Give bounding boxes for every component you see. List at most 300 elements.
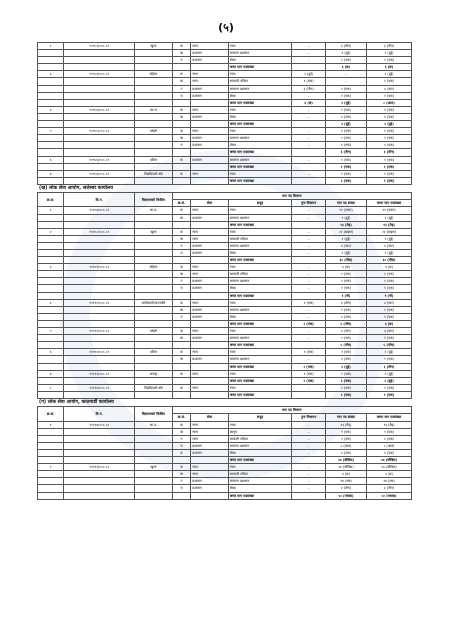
cell-group: न्याय [228, 349, 292, 356]
cell-post-count: २ (दुई) [325, 99, 366, 106]
cell-group: लेखा [228, 92, 292, 99]
cell-ad-type: अपाङ्ग [135, 370, 172, 377]
cell-serial [38, 457, 64, 464]
cell-group: सामान्य प्रशासन [228, 278, 292, 285]
page-number: (५) [218, 21, 234, 34]
cell-post-count: ६ (छ) [325, 471, 366, 478]
cell-post-count: १ (एक) [325, 113, 366, 120]
cell-group: न्याय [228, 71, 292, 78]
cell-ad-no [64, 478, 135, 485]
cell-serial: ३ [38, 264, 64, 271]
cell-sub-serial [172, 221, 191, 228]
cell-readvertise: – [292, 485, 326, 492]
cell-group: सामान्य प्रशासन [228, 442, 292, 449]
cell-ad-no [64, 292, 135, 299]
cell-total-count: ३ (तीन) [367, 149, 412, 156]
cell-ad-type [135, 335, 172, 342]
cell-group: जम्मा माग पदसंख्या [228, 492, 292, 499]
cell-group: सामान्य प्रशासन [228, 306, 292, 313]
cell-readvertise [292, 149, 326, 156]
cell-sub-serial [172, 99, 191, 106]
cell-ad-no: १११९३/०८०-८१ [64, 370, 135, 377]
table-row [38, 313, 412, 320]
cell-readvertise: – [292, 428, 326, 435]
cell-group: सामान्य प्रशासन [228, 356, 292, 363]
table-row [38, 264, 412, 271]
header-group: समूह [228, 414, 292, 421]
cell-group: न्याय [228, 299, 292, 306]
table-row [38, 43, 412, 50]
cell-group: जम्मा माग पदसंख्या [228, 177, 292, 184]
cell-service: प्रशासन [191, 313, 228, 320]
cell-total-count: १७ (सत्र) [367, 478, 412, 485]
cell-total-count: ६ (छ) [367, 64, 412, 71]
cell-service: प्रशासन [191, 335, 228, 342]
cell-total-count: ४ (चार) [367, 299, 412, 306]
cell-ad-no: १११०८/०८०-८१ [64, 228, 135, 235]
cell-ad-no [64, 221, 135, 228]
cell-ad-type [135, 457, 172, 464]
cell-readvertise: – [292, 271, 326, 278]
table-row [38, 471, 412, 478]
cell-service [191, 457, 228, 464]
table-row [38, 299, 412, 306]
cell-service: न्याय [191, 207, 228, 214]
table-row [38, 328, 412, 335]
cell-service: न्याय [191, 435, 228, 442]
cell-ad-type [135, 214, 172, 221]
cell-serial: ५ [38, 128, 64, 135]
cell-total-count: १ (एक) [367, 335, 412, 342]
cell-sub-serial [172, 342, 191, 349]
cell-ad-no [64, 492, 135, 499]
cell-ad-type [135, 306, 172, 313]
cell-readvertise: – [292, 264, 326, 271]
cell-post-count: २ (दुई) [325, 235, 366, 242]
cell-serial [38, 428, 64, 435]
cell-post-count: १ (एक) [325, 356, 366, 363]
cell-readvertise: १ (एक) [292, 320, 326, 327]
table-row [38, 485, 412, 492]
cell-ad-type [135, 257, 172, 264]
cell-group: जम्मा माग पदसंख्या [228, 64, 292, 71]
cell-post-count: ३० (तीस) [325, 257, 366, 264]
cell-ad-no [64, 457, 135, 464]
cell-group: न्याय [228, 170, 292, 177]
table-row [38, 285, 412, 292]
cell-serial [38, 449, 64, 456]
cell-group: लेखा [228, 313, 292, 320]
cell-service: न्याय [191, 421, 228, 428]
header-serial: क्र.सं. [38, 407, 64, 421]
cell-service [191, 64, 228, 71]
cell-post-count: १ (एक) [325, 449, 366, 456]
cell-sub-serial: घ [172, 442, 191, 449]
cell-total-count: १ (एक) [367, 384, 412, 391]
cell-group: सरकारी वकिल [228, 235, 292, 242]
cell-ad-no [64, 257, 135, 264]
cell-serial: ६ [38, 156, 64, 163]
cell-sub-serial: घ [172, 485, 191, 492]
cell-sub-serial: घ [172, 250, 191, 257]
cell-post-count: १ (एक) [325, 391, 366, 398]
cell-total-count: ९ (नौ) [367, 292, 412, 299]
cell-total-count: ५ (पाँच) [367, 342, 412, 349]
table-row [38, 370, 412, 377]
header-ad-no: वि.नं. [64, 193, 135, 207]
cell-post-count: २ (दुई) [325, 121, 366, 128]
cell-group: लेखा [228, 449, 292, 456]
header-service: सेवा [191, 414, 228, 421]
cell-group: सामान्य प्रशासन [228, 478, 292, 485]
cell-group: न्याय [228, 43, 292, 50]
cell-post-count: ५० (पचास) [325, 492, 366, 499]
cell-readvertise: – [292, 278, 326, 285]
cell-readvertise: – [292, 235, 326, 242]
cell-total-count: १ (एक) [367, 135, 412, 142]
cell-ad-no [64, 142, 135, 149]
cell-ad-type [135, 242, 172, 249]
cell-ad-type: पिछडिएको क्षेत्र [135, 384, 172, 391]
cell-sub-serial [172, 149, 191, 156]
cell-sub-serial [172, 163, 191, 170]
table-row [38, 85, 412, 92]
cell-service [191, 342, 228, 349]
cell-service: न्याय [191, 471, 228, 478]
cell-service: न्याय [191, 235, 228, 242]
cell-ad-no: १११९४/०८०-८१ [64, 384, 135, 391]
cell-ad-no [64, 320, 135, 327]
table-row [38, 356, 412, 363]
cell-group: न्याय [228, 106, 292, 113]
cell-serial [38, 78, 64, 85]
cell-ad-type: महिला [135, 71, 172, 78]
cell-readvertise: – [292, 356, 326, 363]
cell-sub-serial [172, 391, 191, 398]
cell-serial [38, 50, 64, 57]
cell-ad-type [135, 292, 172, 299]
table-row [38, 457, 412, 464]
cell-group: सामान्य प्रशासन [228, 85, 292, 92]
cell-ad-no [64, 391, 135, 398]
cell-serial [38, 250, 64, 257]
header-ad-no: वि.नं. [64, 407, 135, 421]
cell-serial [38, 177, 64, 184]
cell-total-count: २ (दुई) [367, 370, 412, 377]
cell-ad-no [64, 356, 135, 363]
cell-sub-serial [172, 457, 191, 464]
cell-ad-type [135, 85, 172, 92]
cell-sub-serial: ख [172, 214, 191, 221]
cell-service: प्रशासन [191, 57, 228, 64]
cell-ad-type [135, 377, 172, 384]
cell-post-count: – [325, 78, 366, 85]
cell-total-count: ८ (आठ) [367, 442, 412, 449]
cell-service: न्याय [191, 370, 228, 377]
cell-total-count: ५० (पचास) [367, 492, 412, 499]
cell-readvertise: – [292, 335, 326, 342]
cell-ad-no [64, 99, 135, 106]
cell-readvertise [292, 163, 326, 170]
cell-group: न्याय [228, 370, 292, 377]
cell-ad-no [64, 64, 135, 71]
cell-readvertise: १ (एक) [292, 370, 326, 377]
table-row [38, 113, 412, 120]
cell-group: जम्मा माग पदसंख्या [228, 149, 292, 156]
cell-serial [38, 163, 64, 170]
cell-sub-serial [172, 320, 191, 327]
table-row [38, 271, 412, 278]
cell-total-count: १ (एक) [367, 142, 412, 149]
cell-sub-serial: क [172, 370, 191, 377]
cell-ad-type: आ.ज [135, 106, 172, 113]
cell-total-count: २ (दुई) [367, 349, 412, 356]
table-row [38, 435, 412, 442]
cell-service: प्रशासन [191, 356, 228, 363]
table-row [38, 278, 412, 285]
cell-sub-serial: ग [172, 435, 191, 442]
cell-total-count: ४ (चार) [367, 242, 412, 249]
cell-serial [38, 492, 64, 499]
cell-post-count: २ (दुई) [325, 214, 366, 221]
cell-total-count: २ (दुई) [367, 50, 412, 57]
cell-group: सामान्य प्रशासन [228, 242, 292, 249]
cell-ad-no [64, 250, 135, 257]
cell-group: न्याय [228, 264, 292, 271]
cell-total-count: १ (एक) [367, 128, 412, 135]
cell-group: जम्मा माग पदसंख्या [228, 99, 292, 106]
table-row [38, 64, 412, 71]
cell-ad-no [64, 428, 135, 435]
cell-group: सामान्य प्रशासन [228, 156, 292, 163]
cell-serial: ४ [38, 106, 64, 113]
cell-group: सरकारी वकिल [228, 78, 292, 85]
cell-group: जम्मा माग पदसंख्या [228, 320, 292, 327]
cell-readvertise: – [292, 207, 326, 214]
table-top [37, 42, 412, 185]
cell-ad-type [135, 135, 172, 142]
cell-ad-type [135, 471, 172, 478]
cell-sub-serial: ख [172, 356, 191, 363]
table-row [38, 163, 412, 170]
cell-service: न्याय [191, 349, 228, 356]
cell-post-count: १ (एक) [325, 377, 366, 384]
cell-readvertise: – [292, 442, 326, 449]
table-row [38, 306, 412, 313]
cell-service [191, 320, 228, 327]
cell-ad-type [135, 320, 172, 327]
cell-serial [38, 235, 64, 242]
cell-post-count: १ (एक) [325, 163, 366, 170]
cell-sub-serial: क [172, 170, 191, 177]
cell-service: न्याय [191, 328, 228, 335]
cell-sub-serial: ख [172, 306, 191, 313]
table-row [38, 377, 412, 384]
cell-group: लेखा [228, 250, 292, 257]
cell-ad-no [64, 278, 135, 285]
cell-post-count: ५ (पाँच) [325, 342, 366, 349]
cell-sub-serial [172, 377, 191, 384]
cell-ad-type [135, 149, 172, 156]
cell-ad-no [64, 135, 135, 142]
cell-group: जम्मा माग पदसंख्या [228, 163, 292, 170]
cell-post-count: ३ (तीन) [325, 43, 366, 50]
cell-serial: २ [38, 464, 64, 471]
cell-post-count: १ (एक) [325, 106, 366, 113]
table-row [38, 292, 412, 299]
table-row [38, 228, 412, 235]
cell-ad-type: खुला [135, 464, 172, 471]
cell-ad-no: १०९५३/०८०-८१ [64, 71, 135, 78]
cell-post-count: १ (एक) [325, 271, 366, 278]
cell-ad-type: दलित [135, 349, 172, 356]
cell-sub-serial: क [172, 328, 191, 335]
cell-ad-type [135, 391, 172, 398]
cell-service: प्रशासन [191, 92, 228, 99]
cell-readvertise: – [292, 170, 326, 177]
cell-readvertise [292, 342, 326, 349]
cell-sub-serial: ख [172, 235, 191, 242]
cell-readvertise: – [292, 43, 326, 50]
table-row [38, 242, 412, 249]
cell-serial [38, 471, 64, 478]
cell-ad-no [64, 377, 135, 384]
cell-sub-serial: ग [172, 85, 191, 92]
cell-ad-no [64, 121, 135, 128]
cell-readvertise: – [292, 478, 326, 485]
cell-serial [38, 221, 64, 228]
cell-ad-no [64, 85, 135, 92]
cell-post-count: २ (दुई) [325, 363, 366, 370]
cell-total-count: ३ (तीन) [367, 363, 412, 370]
table-row [38, 177, 412, 184]
cell-service [191, 99, 228, 106]
cell-ad-no: १०९५२/०८०-८१ [64, 43, 135, 50]
cell-serial [38, 278, 64, 285]
cell-sub-serial: घ [172, 285, 191, 292]
cell-ad-type: पिछडिएको क्षेत्र [135, 170, 172, 177]
cell-sub-serial: क [172, 207, 191, 214]
cell-group: कानून [228, 428, 292, 435]
cell-ad-no: १११९०/०८०-८१ [64, 299, 135, 306]
cell-serial [38, 306, 64, 313]
cell-ad-type: मधेशी [135, 328, 172, 335]
cell-service [191, 221, 228, 228]
cell-ad-no [64, 177, 135, 184]
cell-serial [38, 242, 64, 249]
cell-group: सामान्य प्रशासन [228, 50, 292, 57]
cell-total-count: १ (एक) [367, 306, 412, 313]
cell-service: न्याय [191, 428, 228, 435]
cell-readvertise [292, 492, 326, 499]
cell-sub-serial: घ [172, 92, 191, 99]
cell-sub-serial: क [172, 464, 191, 471]
cell-ad-type [135, 235, 172, 242]
header-post-detail: माग पद विवरण [172, 407, 411, 414]
table-row [38, 50, 412, 57]
cell-readvertise: – [292, 128, 326, 135]
cell-service: प्रशासन [191, 250, 228, 257]
cell-sub-serial: ग [172, 278, 191, 285]
cell-sub-serial: क [172, 71, 191, 78]
cell-readvertise: – [292, 435, 326, 442]
cell-readvertise: – [292, 471, 326, 478]
cell-service [191, 163, 228, 170]
section-kha-title: (ख) लोक सेवा आयोग, जलेश्वर कार्यालय [39, 185, 113, 191]
cell-total-count: १ (एक) [367, 313, 412, 320]
cell-sub-serial: ग [172, 142, 191, 149]
header-sub-serial: क्र.सं. [172, 200, 191, 207]
cell-readvertise: – [292, 92, 326, 99]
cell-total-count: २४ (चौबिस) [367, 457, 412, 464]
cell-serial [38, 356, 64, 363]
cell-post-count: १ (एक) [325, 85, 366, 92]
cell-sub-serial: ख [172, 271, 191, 278]
cell-ad-type [135, 113, 172, 120]
table-row [38, 121, 412, 128]
table-kha [37, 192, 412, 399]
header-readvertise: पुनः विज्ञापन [292, 414, 326, 421]
cell-sub-serial [172, 292, 191, 299]
header-serial: क्र.सं. [38, 193, 64, 207]
cell-post-count: १ (एक) [325, 428, 366, 435]
cell-ad-no [64, 342, 135, 349]
header-post-detail: माग पद विवरण [172, 193, 411, 200]
cell-serial [38, 271, 64, 278]
cell-readvertise: ६ (छ) [292, 99, 326, 106]
cell-sub-serial: क [172, 156, 191, 163]
cell-post-count: ८ (आठ) [325, 442, 366, 449]
cell-group: जम्मा माग पदसंख्या [228, 121, 292, 128]
table-row [38, 170, 412, 177]
cell-readvertise: – [292, 384, 326, 391]
cell-serial: ७ [38, 370, 64, 377]
cell-readvertise: – [292, 228, 326, 235]
cell-ad-no [64, 271, 135, 278]
table-row [38, 149, 412, 156]
cell-serial: २ [38, 43, 64, 50]
cell-serial [38, 485, 64, 492]
cell-readvertise: – [292, 306, 326, 313]
cell-sub-serial: क [172, 299, 191, 306]
cell-readvertise [292, 221, 326, 228]
cell-post-count: १ (एक) [325, 170, 366, 177]
cell-total-count: ४ (चार) [367, 85, 412, 92]
cell-post-count: १ (एक) [325, 57, 366, 64]
cell-group: न्याय [228, 328, 292, 335]
cell-group: जम्मा माग पदसंख्या [228, 292, 292, 299]
cell-post-count: १ (एक) [325, 156, 366, 163]
cell-serial [38, 320, 64, 327]
cell-total-count: १ (एक) [367, 391, 412, 398]
cell-serial: १ [38, 421, 64, 428]
cell-ad-type [135, 163, 172, 170]
cell-serial [38, 135, 64, 142]
cell-sub-serial: ग [172, 57, 191, 64]
cell-readvertise: १ (एक) [292, 78, 326, 85]
cell-service [191, 257, 228, 264]
cell-total-count: २ (दुई) [367, 377, 412, 384]
cell-ad-no [64, 149, 135, 156]
cell-post-count: ६ (छ) [325, 64, 366, 71]
cell-service [191, 121, 228, 128]
cell-sub-serial: ख [172, 335, 191, 342]
cell-total-count: २ (दुई) [367, 121, 412, 128]
cell-ad-type [135, 57, 172, 64]
header-total-count: जम्मा माग पदसंख्या [367, 414, 412, 421]
cell-service: न्याय [191, 464, 228, 471]
cell-post-count: १ (एक) [325, 177, 366, 184]
